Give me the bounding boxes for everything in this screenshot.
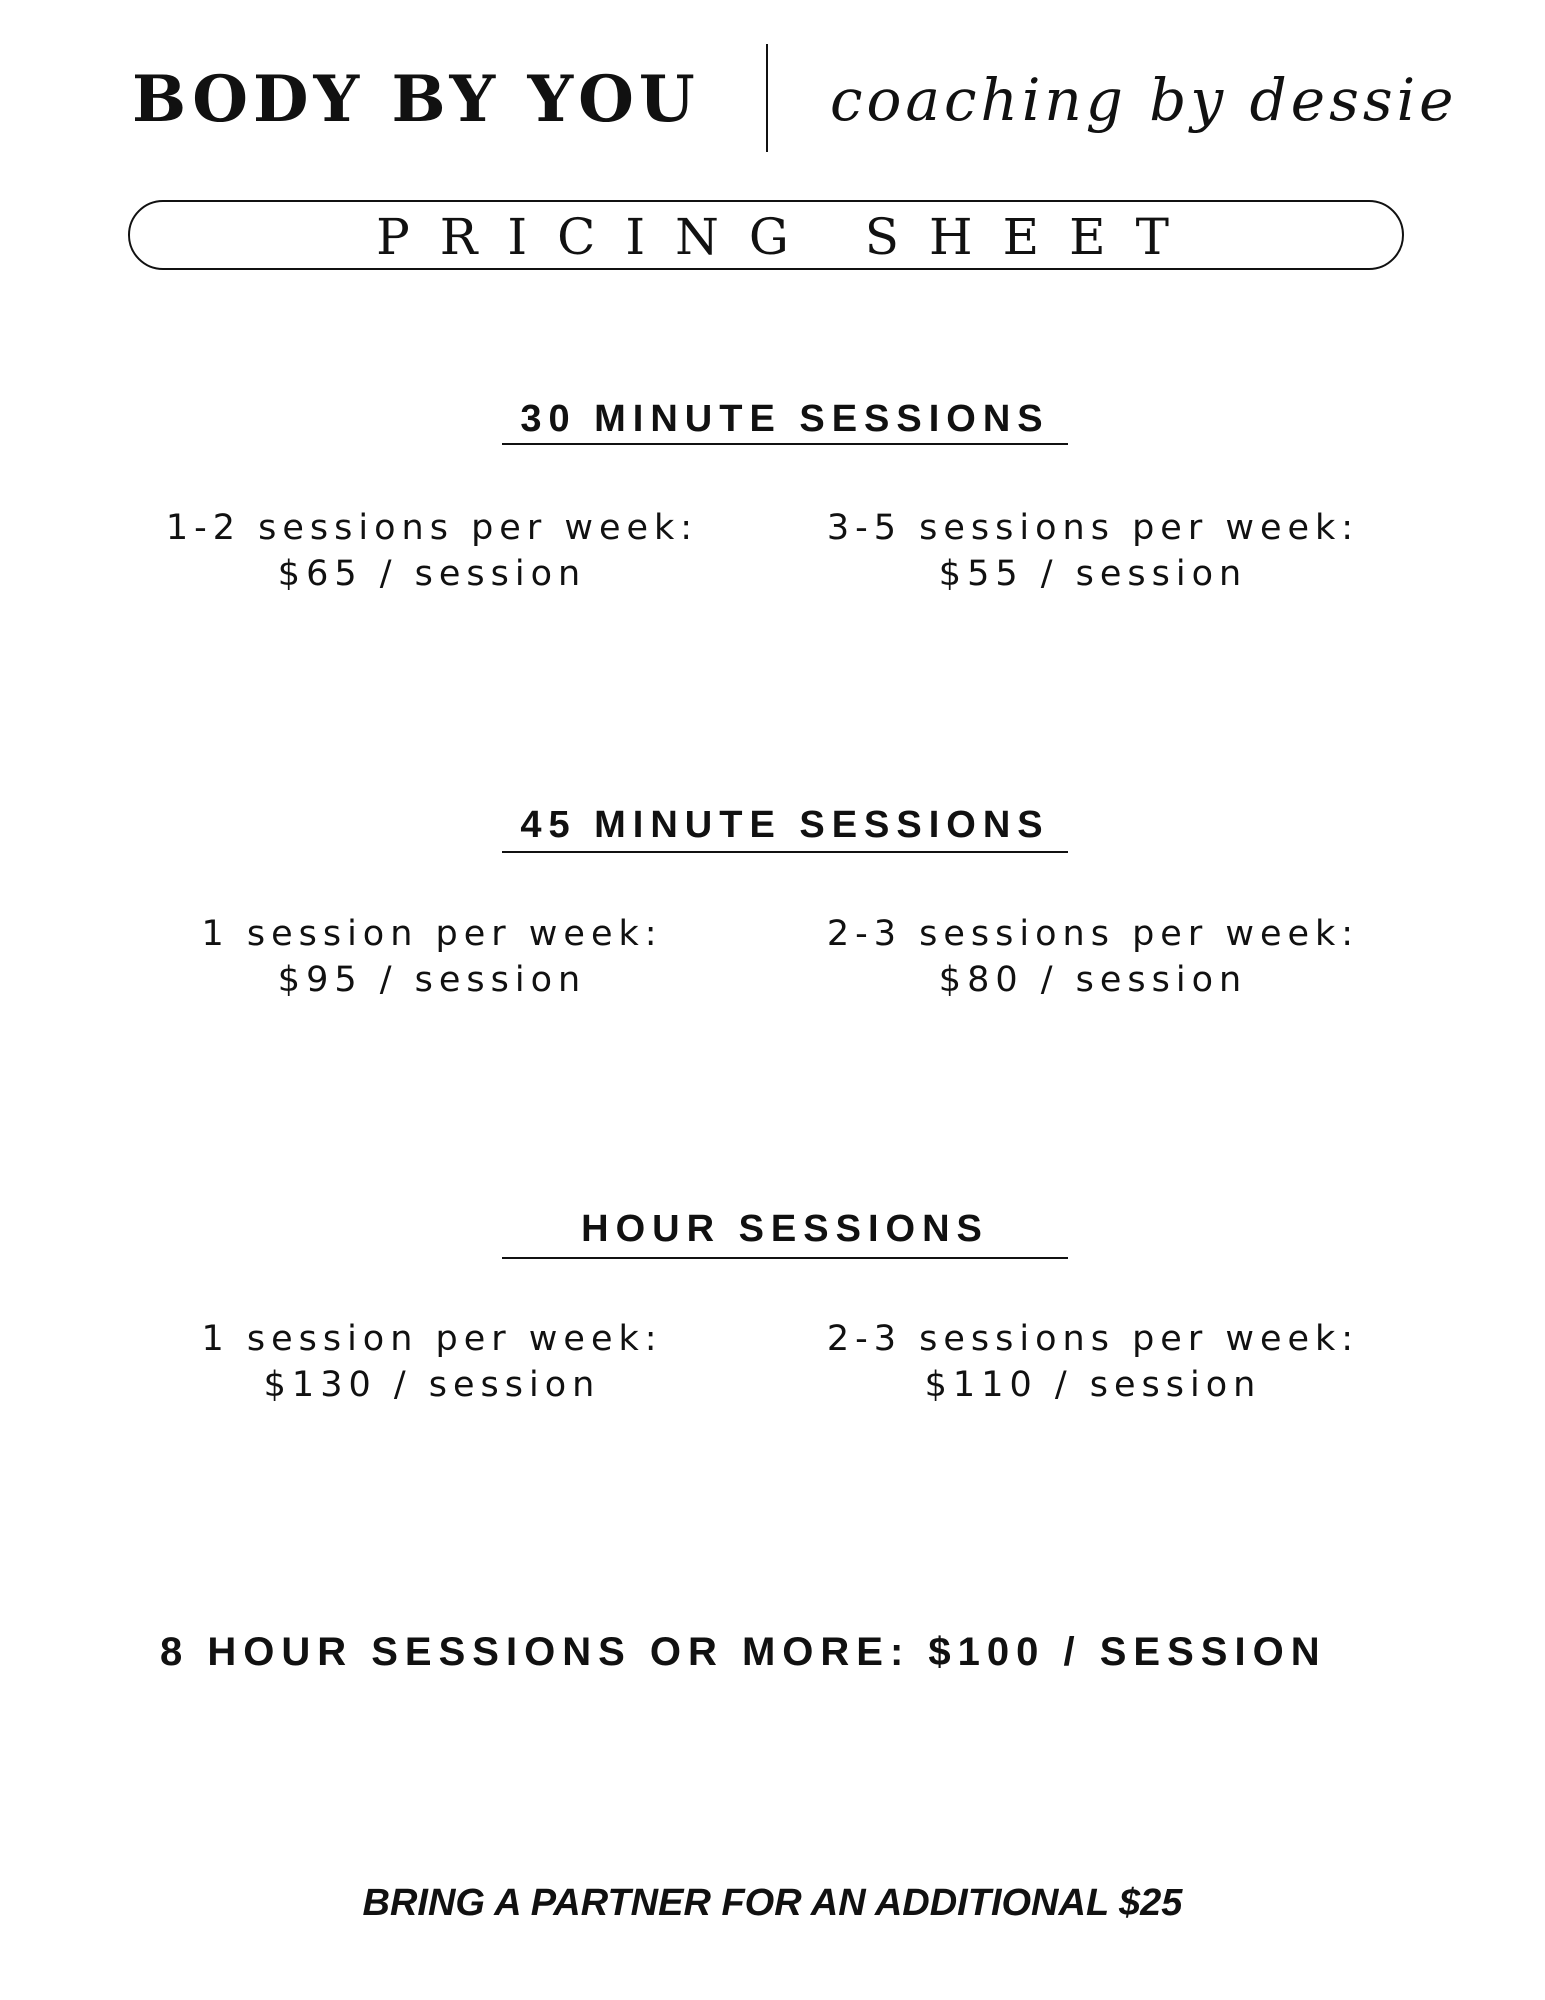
price-option (743, 505, 1443, 597)
price-amount: $65 / session (277, 554, 587, 594)
price-option (743, 1316, 1443, 1408)
price-frequency: 1 session per week: (201, 1319, 663, 1359)
price-frequency: 2-3 sessions per week: (826, 1319, 1360, 1359)
section-rule (502, 851, 1068, 853)
price-amount: $80 / session (938, 960, 1248, 1000)
bulk-offer: 8 HOUR SESSIONS OR MORE: $100 / SESSION (160, 1630, 1327, 1674)
price-amount: $95 / session (277, 960, 587, 1000)
section-heading-45-minute: 45 MINUTE SESSIONS (520, 804, 1050, 846)
price-frequency: 1 session per week: (201, 914, 663, 954)
price-option (82, 1316, 782, 1408)
section-heading-30-minute: 30 MINUTE SESSIONS (520, 398, 1050, 440)
price-frequency: 2-3 sessions per week: (826, 914, 1360, 954)
section-rule (502, 443, 1068, 445)
price-amount: $110 / session (924, 1365, 1262, 1405)
price-option (82, 911, 782, 1003)
page-title: PRICING SHEET (376, 208, 1199, 266)
price-frequency: 1-2 sessions per week: (165, 508, 699, 548)
partner-offer: BRING A PARTNER FOR AN ADDITIONAL $25 (362, 1882, 1183, 1924)
section-rule (502, 1257, 1068, 1259)
section-heading-hour: HOUR SESSIONS (581, 1208, 989, 1250)
brand-tagline: coaching by dessie (830, 66, 1458, 134)
brand-name: BODY BY YOU (132, 62, 700, 137)
price-option (82, 505, 782, 597)
header-divider (766, 44, 768, 152)
price-amount: $130 / session (263, 1365, 601, 1405)
price-amount: $55 / session (938, 554, 1248, 594)
price-frequency: 3-5 sessions per week: (826, 508, 1360, 548)
price-option (743, 911, 1443, 1003)
